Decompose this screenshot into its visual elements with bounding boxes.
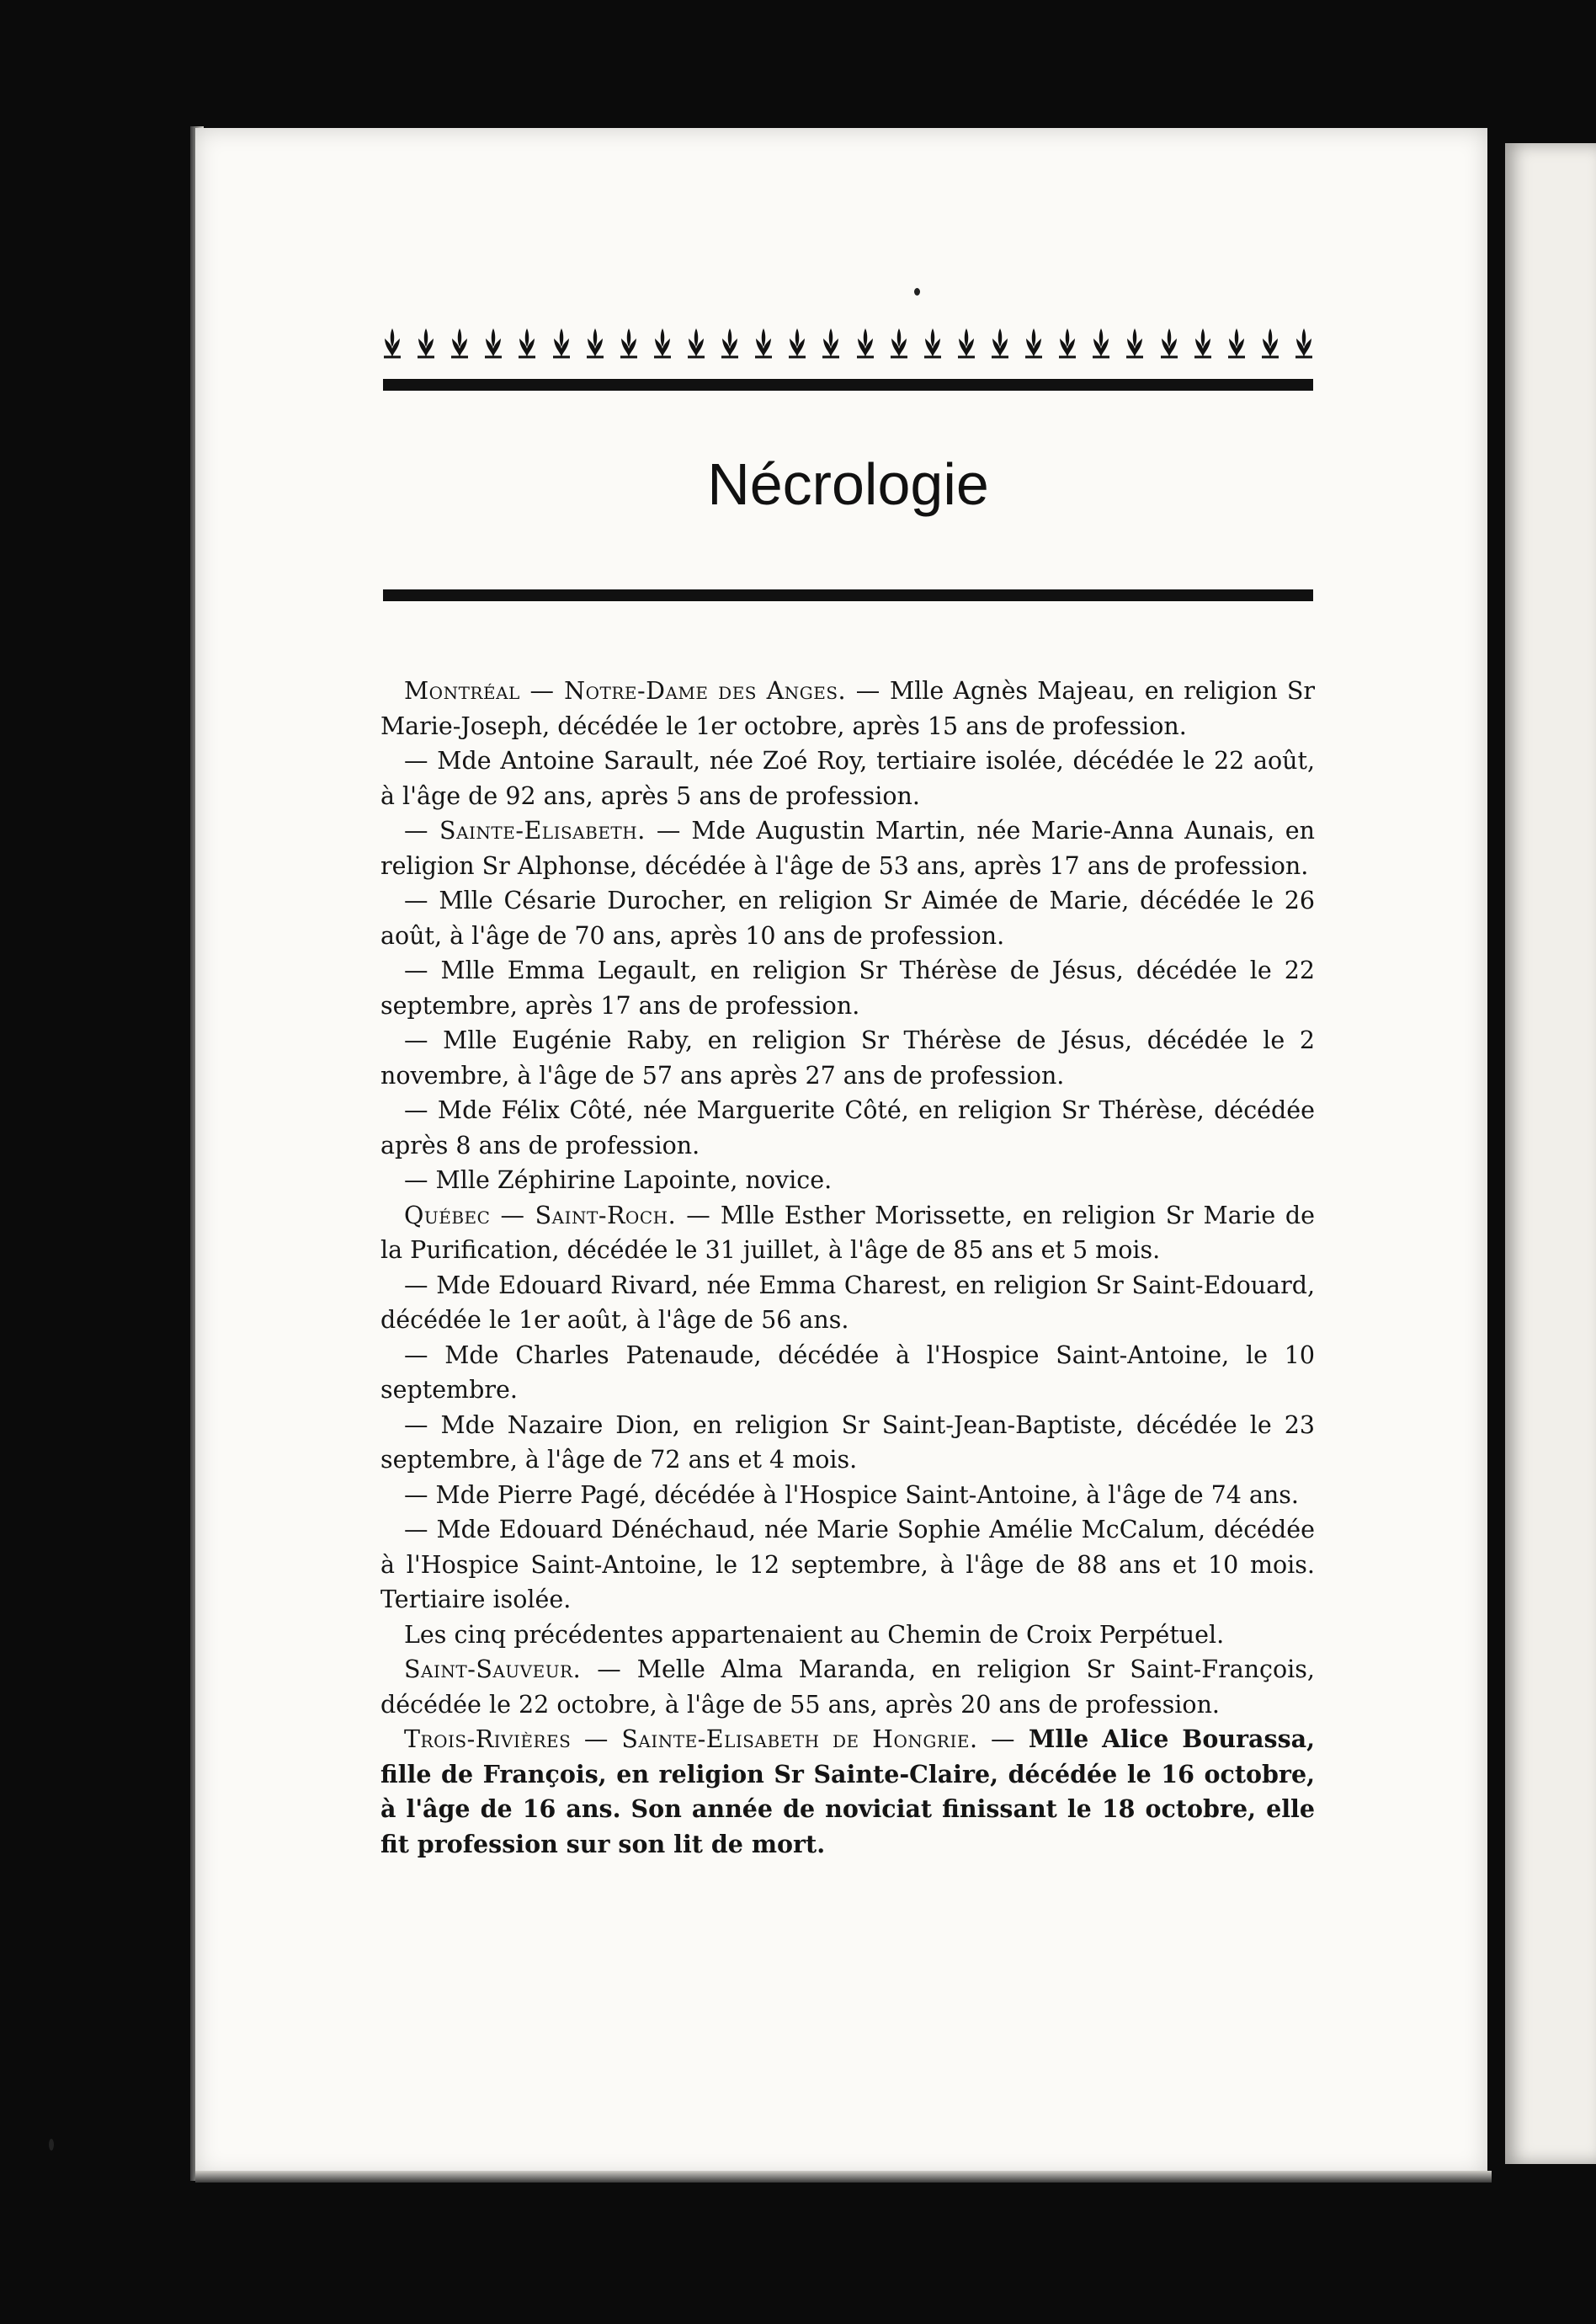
entry-text: — Mde Félix Côté, née Marguerite Côté, en religion Sr Thérèse, décédée après 8 ans de profession.: [380, 1096, 1315, 1159]
obituary-entry: [380, 674, 1315, 744]
entry-text: — Mlle Eugénie Raby, en religion Sr Thérèse de Jésus, décédée le 2 novembre, à l'âge de 57 ans après 27 ans de profession.: [380, 1026, 1315, 1090]
tulip-fleuron-icon: [822, 327, 840, 360]
tulip-fleuron-icon: [552, 327, 571, 360]
entry-text: Mlle Agnès Majeau, en religion Sr Marie-Joseph, décédée le 1er octobre, après 15 ans de profession.: [380, 677, 1315, 740]
parish-heading: Saint-Sauveur. —: [404, 1655, 622, 1683]
obituary-entry: [380, 1338, 1315, 1408]
tulip-fleuron-icon: [856, 327, 875, 360]
parish-heading: Québec — Saint-Roch. —: [404, 1201, 711, 1229]
tulip-fleuron-icon: [1261, 327, 1279, 360]
tulip-fleuron-icon: [450, 327, 469, 360]
entry-text: — Mde Nazaire Dion, en religion Sr Saint-Jean-Baptiste, décédée le 23 septembre, à l'âge de 72 ans et 4 mois.: [380, 1410, 1315, 1474]
entry-text: — Mde Antoine Sarault, née Zoé Roy, tertiaire isolée, décédée le 22 août, à l'âge de 92 ans, après 5 ans de profession.: [380, 747, 1315, 810]
page-bottom-edge: [195, 2171, 1492, 2183]
tulip-fleuron-icon: [991, 327, 1009, 360]
tulip-fleuron-icon: [754, 327, 773, 360]
entry-text: Melle Alma Maranda, en religion Sr Saint-François, décédée le 22 octobre, à l'âge de 55 ans, après 20 ans de profession.: [380, 1655, 1315, 1719]
obituary-entry: [380, 813, 1315, 883]
tulip-fleuron-icon: [957, 327, 976, 360]
tulip-fleuron-icon: [1024, 327, 1043, 360]
entry-text: — Mlle Emma Legault, en religion Sr Thérèse de Jésus, décédée le 22 septembre, après 17 ans de profession.: [380, 957, 1315, 1020]
tulip-fleuron-icon: [1125, 327, 1144, 360]
tulip-fleuron-icon: [484, 327, 503, 360]
top-rule: [383, 379, 1313, 391]
tulip-fleuron-icon: [1227, 327, 1246, 360]
entry-text: — Mlle Césarie Durocher, en religion Sr Aimée de Marie, décédée le 26 août, à l'âge de 70 ans, après 10 ans de profession.: [380, 887, 1315, 950]
obituary-entry: [380, 953, 1315, 1023]
facing-page-edge: [1505, 143, 1596, 2164]
tulip-fleuron-icon: [721, 327, 739, 360]
entry-text: — Mde Pierre Pagé, décédée à l'Hospice Saint-Antoine, à l'âge de 74 ans.: [404, 1480, 1299, 1509]
obituary-entry: [380, 1408, 1315, 1478]
obituary-entry: [380, 883, 1315, 953]
tulip-fleuron-icon: [653, 327, 672, 360]
obituary-entry: [380, 1198, 1315, 1268]
obituary-entry: [380, 1023, 1315, 1093]
entry-text: — Mde Charles Patenaude, décédée à l'Hospice Saint-Antoine, le 10 septembre.: [380, 1341, 1315, 1404]
entry-text: — Mde Edouard Rivard, née Emma Charest, en religion Sr Saint-Edouard, décédée le 1er août, à l'âge de 56 ans.: [380, 1271, 1315, 1334]
parish-heading: Trois-Rivières — Sainte-Elisabeth de Hongrie. —: [404, 1725, 1016, 1753]
obituary-entry: [380, 1478, 1315, 1513]
tulip-fleuron-icon: [620, 327, 638, 360]
entry-text: Mlle Alice Bourassa, fille de François, en religion Sr Sainte-Claire, décédée le 16 octobre, à l'âge de 16 ans. Son année de noviciat finissant le 18 octobre, elle fit profession sur son lit de mort.: [380, 1724, 1316, 1858]
tulip-fleuron-icon: [1194, 327, 1212, 360]
fleuron-ornament-row: [383, 320, 1313, 360]
obituary-entry: [380, 1268, 1315, 1338]
obituary-entry: [380, 1722, 1315, 1862]
obituary-entry: [380, 1618, 1315, 1653]
print-speck: [914, 288, 920, 296]
entry-text: Les cinq précédentes appartenaient au Chemin de Croix Perpétuel.: [404, 1620, 1225, 1649]
obituary-text: [380, 674, 1315, 1862]
tulip-fleuron-icon: [586, 327, 604, 360]
tulip-fleuron-icon: [1295, 327, 1313, 360]
obituary-entry: [380, 1093, 1315, 1163]
obituary-entry: [380, 1652, 1315, 1722]
tulip-fleuron-icon: [788, 327, 806, 360]
tulip-fleuron-icon: [518, 327, 536, 360]
entry-text: — Mde Edouard Dénéchaud, née Marie Sophie Amélie McCalum, décédée à l'Hospice Saint-Antoine, le 12 septembre, à l'âge de 88 ans et 10 mois. Tertiaire isolée.: [380, 1516, 1315, 1613]
tulip-fleuron-icon: [417, 327, 435, 360]
obituary-entry: [380, 1512, 1315, 1618]
entry-text: Mde Augustin Martin, née Marie-Anna Aunais, en religion Sr Alphonse, décédée à l'âge de 53 ans, après 17 ans de profession.: [380, 817, 1315, 880]
tulip-fleuron-icon: [1092, 327, 1110, 360]
tulip-fleuron-icon: [687, 327, 705, 360]
tulip-fleuron-icon: [383, 327, 402, 360]
print-speck: [49, 2139, 54, 2151]
entry-text: Mlle Esther Morissette, en religion Sr Marie de la Purification, décédée le 31 juillet, à l'âge de 85 ans et 5 mois.: [380, 1201, 1316, 1264]
page-title: Nécrologie: [707, 451, 989, 517]
obituary-entry: [380, 744, 1315, 813]
parish-heading: Montréal — Notre-Dame des Anges. —: [404, 677, 880, 705]
obituary-entry: [380, 1163, 1315, 1198]
tulip-fleuron-icon: [923, 327, 942, 360]
tulip-fleuron-icon: [890, 327, 908, 360]
tulip-fleuron-icon: [1160, 327, 1178, 360]
entry-text: — Mlle Zéphirine Lapointe, novice.: [404, 1166, 833, 1194]
tulip-fleuron-icon: [1058, 327, 1077, 360]
parish-heading: — Sainte-Elisabeth. —: [404, 817, 681, 845]
bottom-rule: [383, 589, 1313, 601]
